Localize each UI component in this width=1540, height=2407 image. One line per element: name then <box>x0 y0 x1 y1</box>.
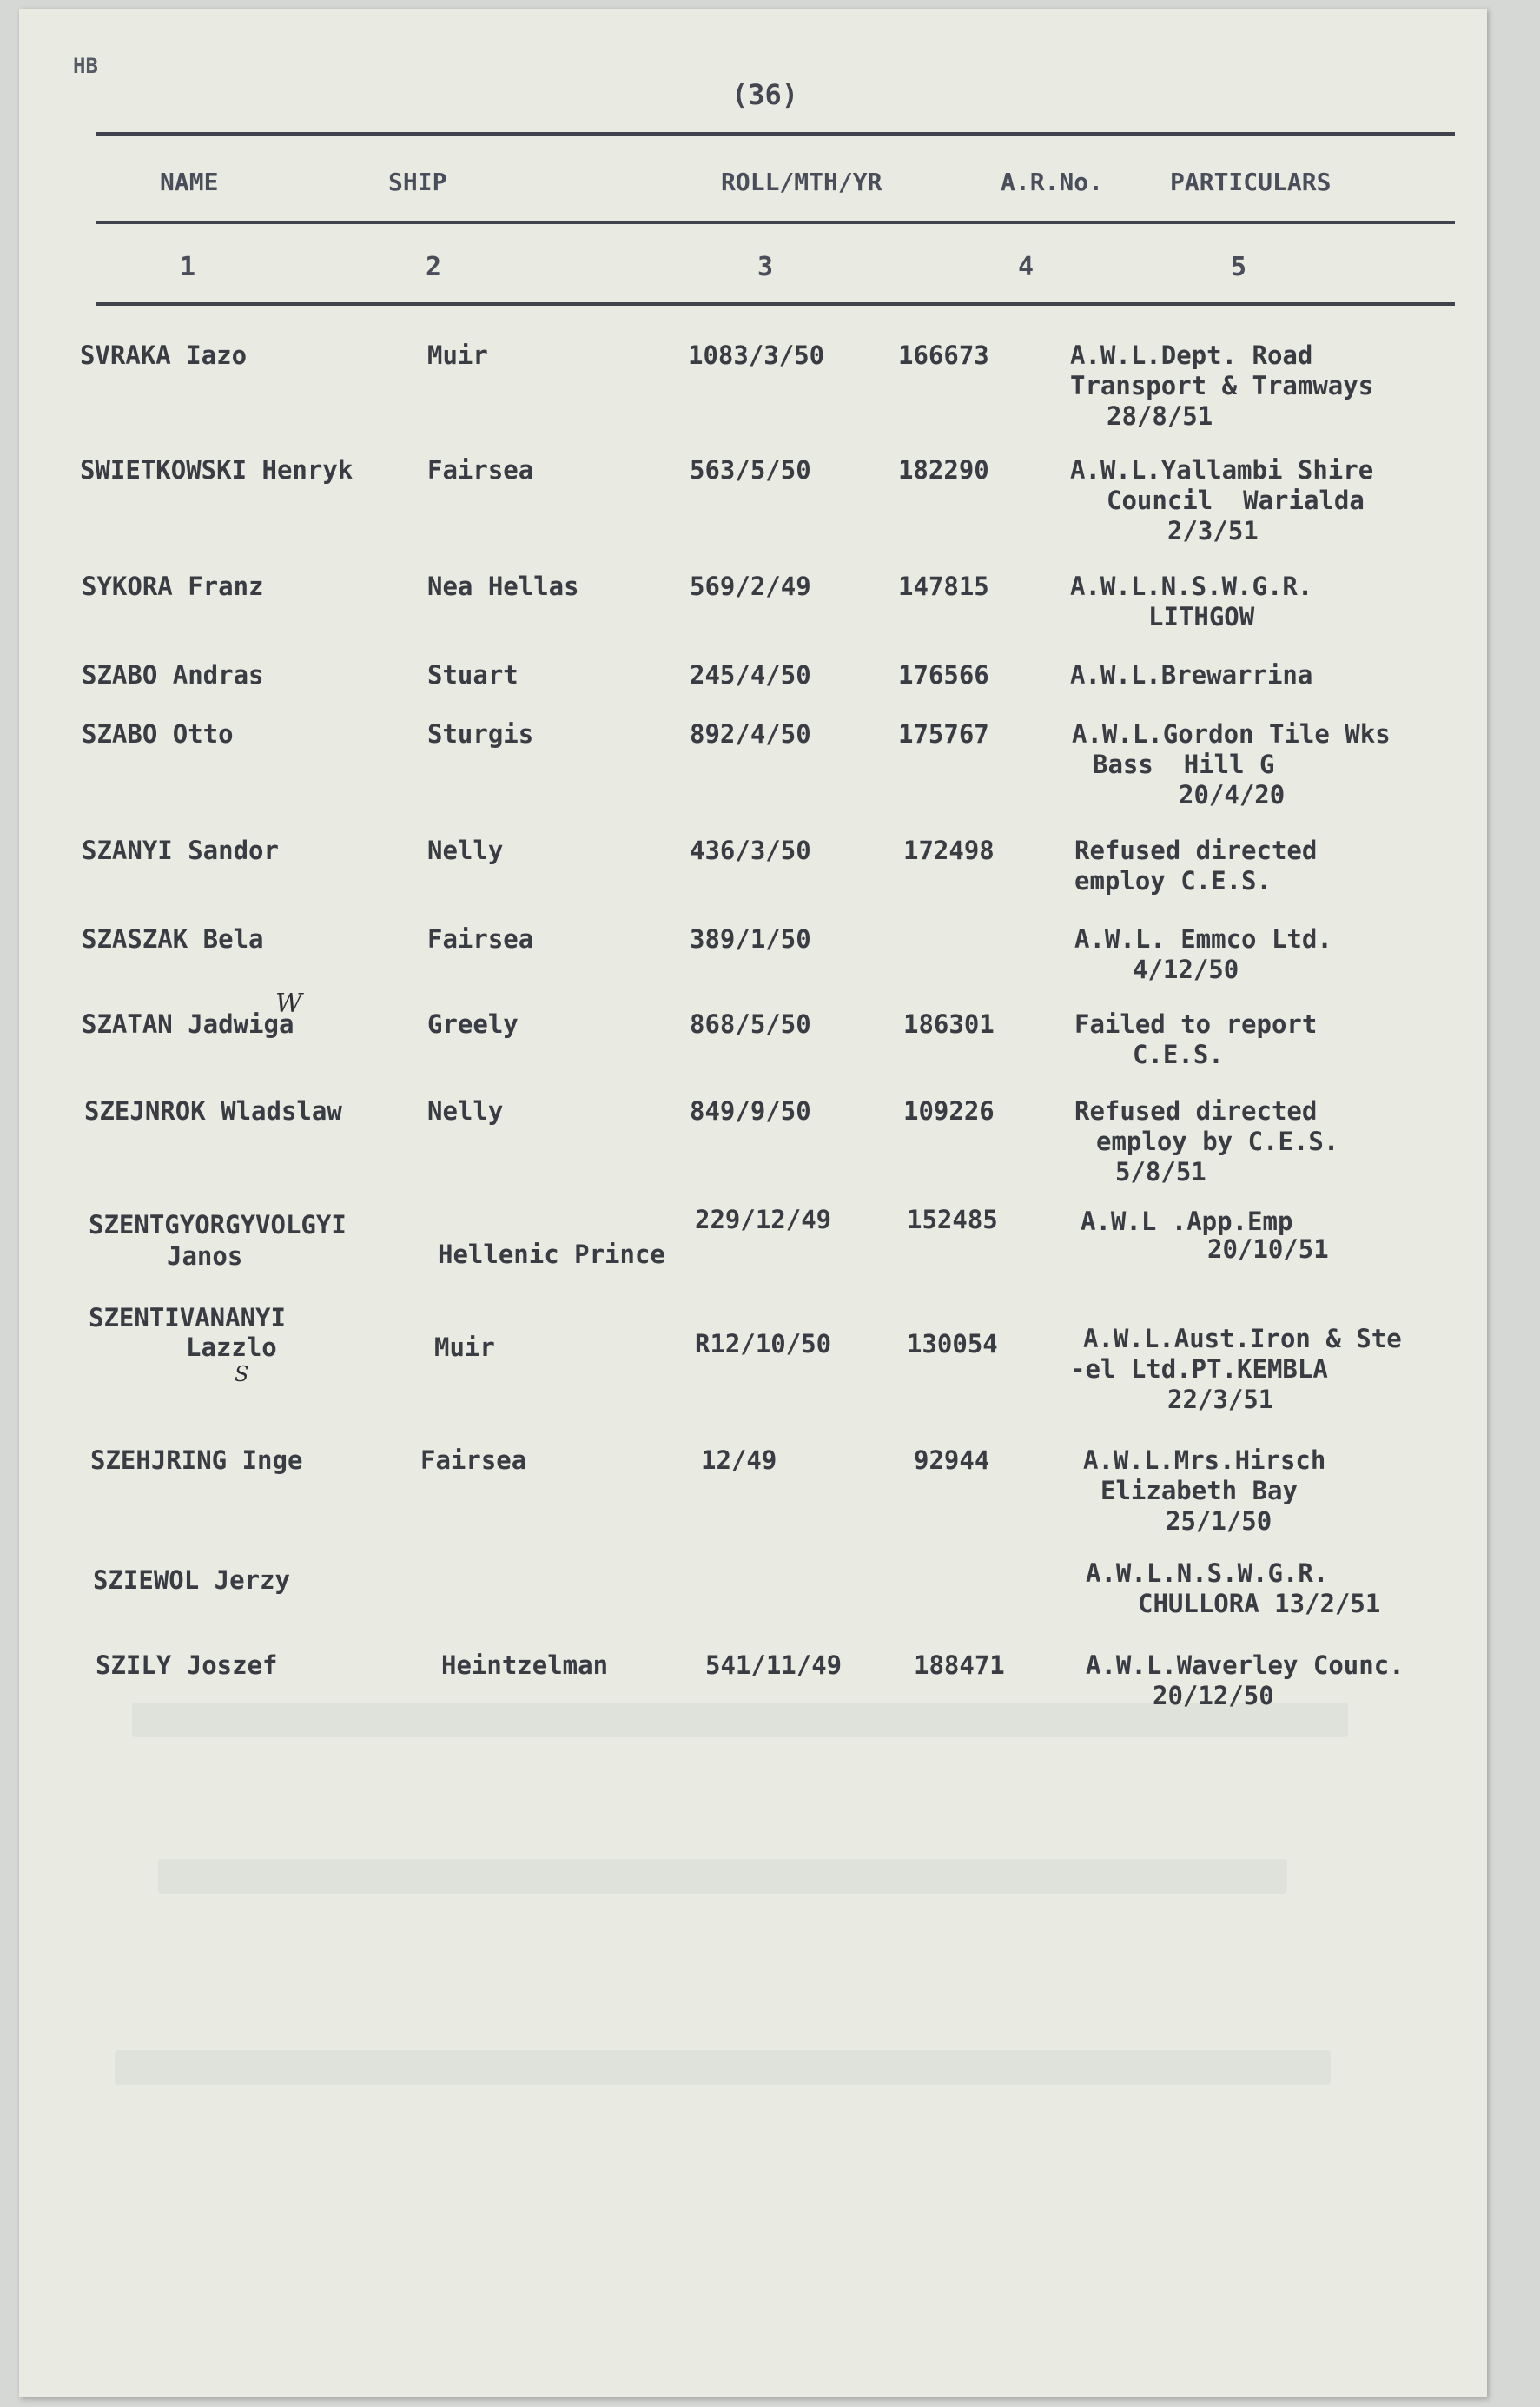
particulars-line: A.W.L.Brewarrina <box>1070 660 1313 690</box>
particulars-line: Elizabeth Bay <box>1100 1476 1298 1505</box>
column-header-ar-no: A.R.No. <box>1001 168 1104 196</box>
ship-cell: Hellenic Prince <box>438 1240 665 1269</box>
name-cell: SZENTGYORGYVOLGYI <box>89 1210 347 1240</box>
particulars-line: -el Ltd.PT.KEMBLA <box>1070 1354 1328 1384</box>
name-cell-line2: Janos <box>167 1241 243 1271</box>
roll-cell: 12/49 <box>701 1445 777 1475</box>
column-number-4: 4 <box>1018 252 1034 282</box>
name-cell: SWIETKOWSKI Henryk <box>80 455 354 485</box>
ar-number-cell: 130054 <box>907 1329 998 1359</box>
name-cell: SZASZAK Bela <box>82 924 264 954</box>
column-number-5: 5 <box>1231 252 1247 282</box>
page-number: (36) <box>731 78 799 111</box>
particulars-line: Transport & Tramways <box>1070 371 1374 400</box>
roll-cell: 892/4/50 <box>690 719 811 749</box>
page-initials: HB <box>73 54 98 78</box>
column-number-3: 3 <box>757 252 774 282</box>
roll-cell: 1083/3/50 <box>688 341 825 370</box>
ar-number-cell: 182290 <box>898 455 989 485</box>
header-top-rule <box>96 132 1455 136</box>
roll-cell: 436/3/50 <box>690 836 811 865</box>
header-middle-rule <box>96 221 1455 224</box>
particulars-line: Failed to report <box>1074 1009 1318 1039</box>
ship-cell: Nelly <box>427 836 504 865</box>
particulars-line: 20/10/51 <box>1207 1234 1329 1264</box>
name-cell: SZIEWOL Jerzy <box>93 1565 290 1595</box>
roll-cell: 563/5/50 <box>690 455 811 485</box>
ar-number-cell: 166673 <box>898 341 989 370</box>
particulars-line: A.W.L.Dept. Road <box>1070 341 1313 370</box>
ship-cell: Muir <box>427 341 488 370</box>
particulars-line: 20/12/50 <box>1153 1681 1274 1710</box>
roll-cell: 541/11/49 <box>705 1650 843 1680</box>
particulars-line: A.W.L.Yallambi Shire <box>1070 455 1374 485</box>
column-header-ship: SHIP <box>388 168 447 196</box>
particulars-line: A.W.L.Gordon Tile Wks <box>1072 719 1391 749</box>
roll-cell: 389/1/50 <box>690 924 811 954</box>
particulars-line: 20/4/20 <box>1179 780 1286 810</box>
ship-cell: Fairsea <box>427 455 534 485</box>
particulars-line: C.E.S. <box>1133 1040 1224 1069</box>
column-header-roll: ROLL/MTH/YR <box>721 168 882 196</box>
particulars-line: A.W.L. Emmco Ltd. <box>1074 924 1332 954</box>
name-cell-line2: Lazzlo <box>186 1332 277 1362</box>
document-page <box>19 9 1487 2397</box>
roll-cell: 868/5/50 <box>690 1009 811 1039</box>
particulars-line: employ by C.E.S. <box>1096 1127 1339 1156</box>
name-cell: SZENTIVANANYI <box>89 1303 286 1332</box>
particulars-line: Council Warialda <box>1107 486 1365 515</box>
name-cell: SYKORA Franz <box>82 572 264 601</box>
ship-cell: Heintzelman <box>441 1650 609 1680</box>
particulars-line: A.W.L.N.S.W.G.R. <box>1070 572 1313 601</box>
roll-cell: 569/2/49 <box>690 572 811 601</box>
particulars-line: 22/3/51 <box>1167 1385 1274 1414</box>
particulars-line: A.W.L.N.S.W.G.R. <box>1086 1558 1329 1588</box>
ar-number-cell: 188471 <box>914 1650 1005 1680</box>
name-cell: SZEJNROK Wladslaw <box>84 1096 342 1126</box>
roll-cell: 849/9/50 <box>690 1096 811 1126</box>
ar-number-cell: 152485 <box>907 1205 998 1234</box>
name-cell: SZEHJRING Inge <box>90 1445 303 1475</box>
ar-number-cell: 109226 <box>903 1096 995 1126</box>
handwritten-s-mark: S <box>235 1362 249 1386</box>
name-cell: SZABO Andras <box>82 660 264 690</box>
particulars-line: Bass Hill G <box>1093 750 1275 779</box>
header-bottom-rule <box>96 302 1455 306</box>
particulars-line: 4/12/50 <box>1133 955 1239 984</box>
ar-number-cell: 147815 <box>898 572 989 601</box>
particulars-line: LITHGOW <box>1148 602 1255 632</box>
ship-cell: Greely <box>427 1009 519 1039</box>
roll-cell: R12/10/50 <box>695 1329 832 1359</box>
ar-number-cell: 172498 <box>903 836 995 865</box>
column-number-1: 1 <box>180 252 196 282</box>
name-cell: SZILY Joszef <box>96 1650 278 1680</box>
particulars-line: 2/3/51 <box>1167 516 1259 546</box>
particulars-line: 5/8/51 <box>1115 1157 1206 1187</box>
roll-cell: 229/12/49 <box>695 1205 832 1234</box>
column-header-particulars: PARTICULARS <box>1170 168 1332 196</box>
particulars-line: 25/1/50 <box>1166 1506 1272 1536</box>
ship-cell: Sturgis <box>427 719 534 749</box>
ship-cell: Nelly <box>427 1096 504 1126</box>
particulars-line: A.W.L .App.Emp <box>1081 1207 1293 1236</box>
handwritten-w-mark: W <box>275 989 302 1019</box>
ship-cell: Muir <box>434 1332 495 1362</box>
particulars-line: employ C.E.S. <box>1074 866 1272 896</box>
particulars-line: A.W.L.Aust.Iron & Ste <box>1083 1324 1402 1353</box>
particulars-line: CHULLORA 13/2/51 <box>1138 1589 1381 1618</box>
name-cell: SZABO Otto <box>82 719 234 749</box>
roll-cell: 245/4/50 <box>690 660 811 690</box>
particulars-line: Refused directed <box>1074 1096 1318 1126</box>
name-cell: SZATAN Jadwiga <box>82 1009 294 1039</box>
ship-cell: Nea Hellas <box>427 572 579 601</box>
ar-number-cell: 175767 <box>898 719 989 749</box>
faint-bleedthrough <box>158 1859 1287 1894</box>
ar-number-cell: 176566 <box>898 660 989 690</box>
name-cell: SVRAKA Iazo <box>80 341 248 370</box>
ship-cell: Fairsea <box>420 1445 527 1475</box>
particulars-line: A.W.L.Waverley Counc. <box>1086 1650 1405 1680</box>
name-cell: SZANYI Sandor <box>82 836 279 865</box>
ship-cell: Fairsea <box>427 924 534 954</box>
ship-cell: Stuart <box>427 660 519 690</box>
particulars-line: Refused directed <box>1074 836 1318 865</box>
particulars-line: 28/8/51 <box>1107 401 1213 431</box>
column-number-2: 2 <box>426 252 442 282</box>
column-header-name: NAME <box>160 168 219 196</box>
particulars-line: A.W.L.Mrs.Hirsch <box>1083 1445 1326 1475</box>
ar-number-cell: 186301 <box>903 1009 995 1039</box>
faint-bleedthrough <box>115 2050 1331 2085</box>
ar-number-cell: 92944 <box>914 1445 990 1475</box>
